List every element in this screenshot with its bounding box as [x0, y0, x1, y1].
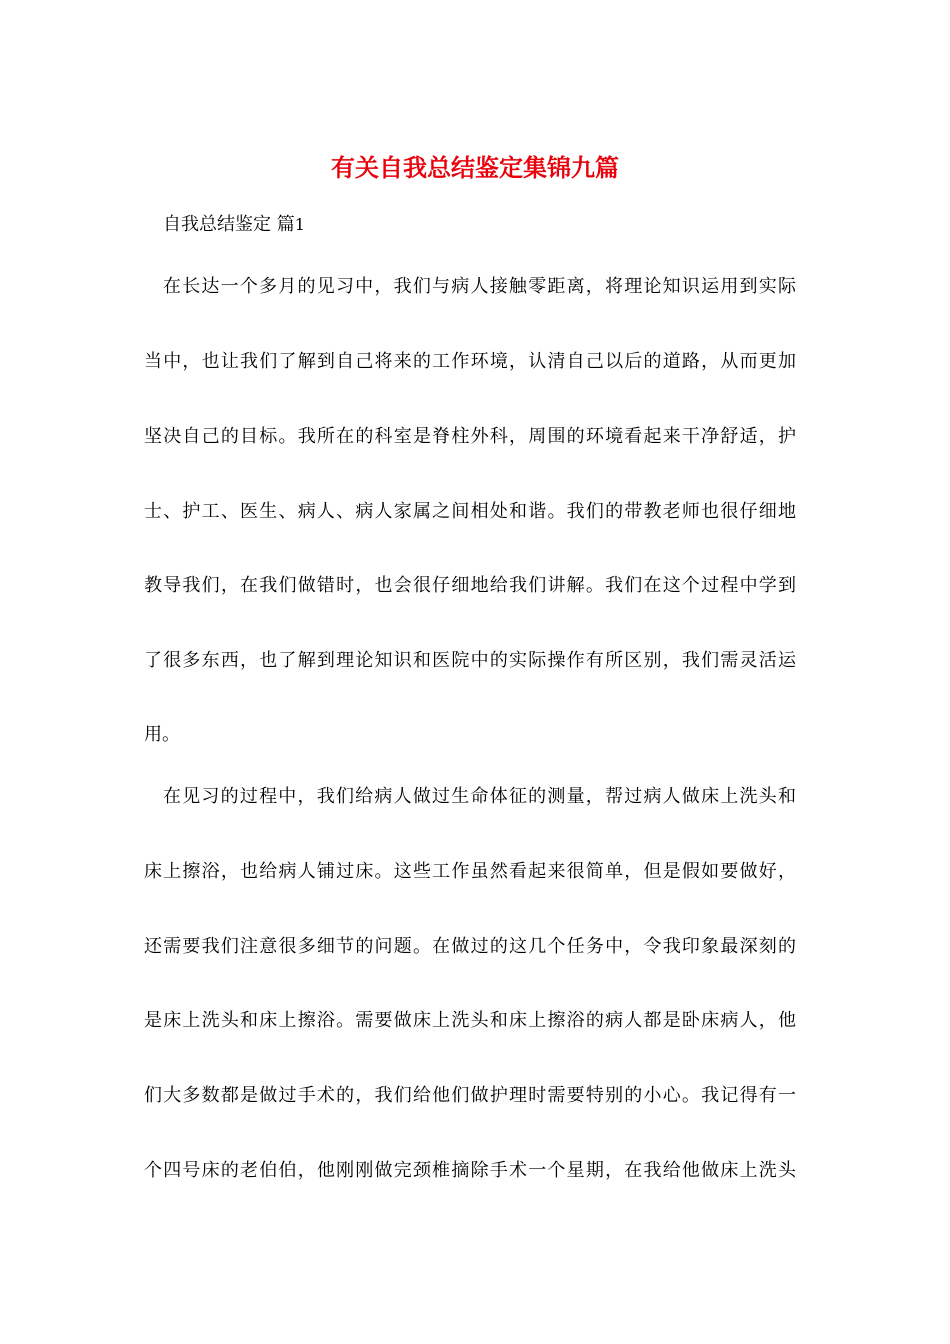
- paragraph-line: 还需要我们注意很多细节的问题。在做过的这几个任务中，令我印象最深刻的: [144, 936, 796, 957]
- paragraph-line: 坚决自己的目标。我所在的科室是脊柱外科，周围的环境看起来干净舒适，护: [144, 426, 796, 447]
- section-heading-number: 1: [294, 215, 305, 234]
- paragraph-line: 当中，也让我们了解到自己将来的工作环境，认清自己以后的道路，从而更加: [144, 351, 796, 372]
- document-title: 有关自我总结鉴定集锦九篇: [331, 153, 619, 182]
- paragraph-line: 在长达一个多月的见习中，我们与病人接触零距离，将理论知识运用到实际: [163, 276, 796, 297]
- paragraph-line: 是床上洗头和床上擦浴。需要做床上洗头和床上擦浴的病人都是卧床病人，他: [144, 1010, 796, 1031]
- paragraph-line: 们大多数都是做过手术的，我们给他们做护理时需要特别的小心。我记得有一: [144, 1085, 796, 1106]
- paragraph-line: 在见习的过程中，我们给病人做过生命体征的测量，帮过病人做床上洗头和: [163, 786, 796, 807]
- paragraph-line: 士、护工、医生、病人、病人家属之间相处和谐。我们的带教老师也很仔细地: [144, 501, 796, 522]
- section-heading-label: 自我总结鉴定 篇: [163, 214, 295, 235]
- paragraph-line: 了很多东西，也了解到理论知识和医院中的实际操作有所区别，我们需灵活运: [144, 650, 796, 671]
- paragraph-line: 床上擦浴，也给病人铺过床。这些工作虽然看起来很简单，但是假如要做好，: [144, 861, 796, 882]
- paragraph-line: 用。: [144, 724, 180, 745]
- paragraph-line: 教导我们，在我们做错时，也会很仔细地给我们讲解。我们在这个过程中学到: [144, 575, 796, 596]
- section-heading: [163, 210, 305, 240]
- paragraph-line: 个四号床的老伯伯，他刚刚做完颈椎摘除手术一个星期，在我给他做床上洗头: [144, 1160, 796, 1181]
